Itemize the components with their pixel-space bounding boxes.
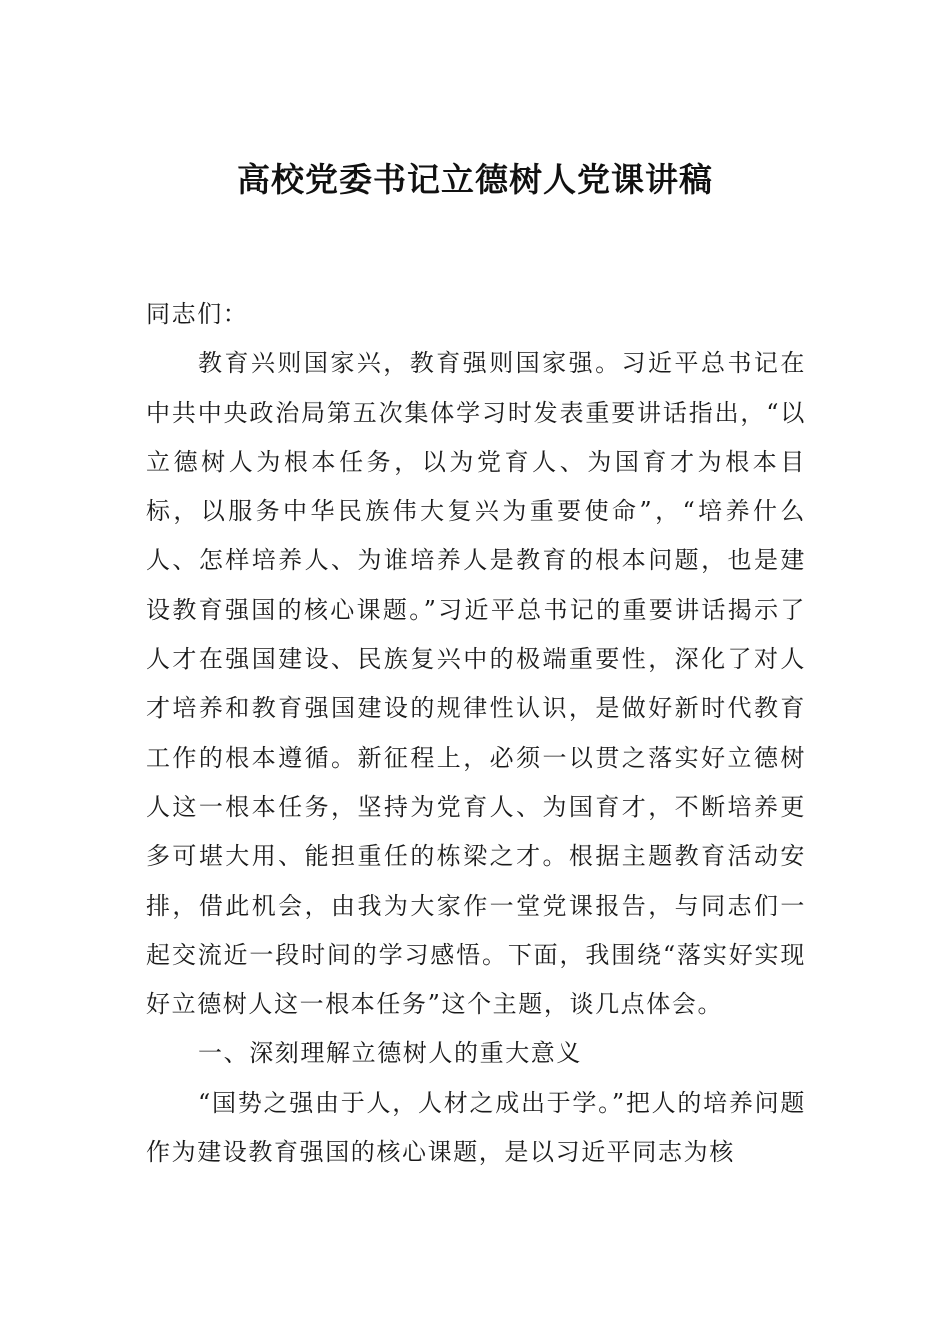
section-paragraph: “国势之强由于人，人材之成出于学。”把人的培养问题作为建设教育强国的核心课题，是以习近平同志为核 [146, 1088, 806, 1167]
salutation: 同志们： [146, 300, 249, 328]
section-heading: 一、深刻理解立德树人的重大意义 [198, 1039, 582, 1068]
intro-paragraph: 教育兴则国家兴，教育强则国家强。习近平总书记在中共中央政治局第五次集体学习时发表重要讲话指出，“以立德树人为根本任务，以为党育人、为国育才为根本目标，以服务中华民族伟大复兴为重要使命”，“培养什么人、怎样培养人、为谁培养人是教育的根本问题，也是建设教育强国的核心课题。”习近平总书记的重要讲话揭示了人才在强国建设、民族复兴中的极端重要性，深化了对人才培养和教育强国建设的规律性认识，是做好新时代教育工作的根本遵循。新征程上，必须一以贯之落实好立德树人这一根本任务，坚持为党育人、为国育才，不断培养更多可堪大用、能担重任的栋梁之才。根据主题教育活动安排，借此机会，由我为大家作一堂党课报告，与同志们一起交流近一段时间的学习感悟。下面，我围绕“落实好实现好立德树人这一根本任务”这个主题，谈几点体会。 [146, 349, 806, 1019]
document-body [146, 290, 806, 1177]
document-title: 高校党委书记立德树人党课讲稿 [237, 160, 713, 199]
